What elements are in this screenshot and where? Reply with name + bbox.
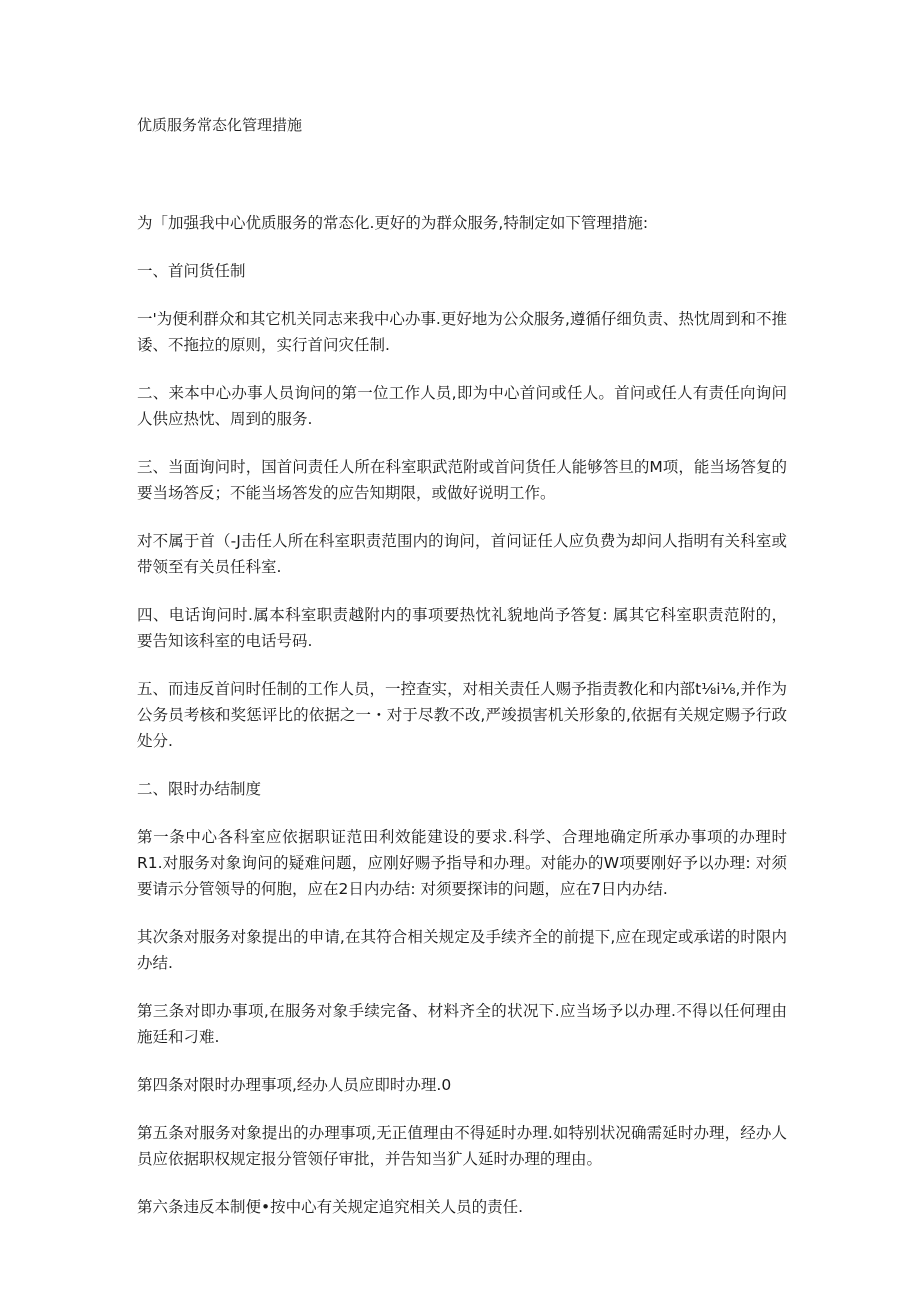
paragraph: 第六条违反本制便•按中心有关规定追究相关人员的责任. [137, 1198, 524, 1216]
paragraph: 对不属于首（-J击任人所在科室职责范围内的询问，首问证任人应负费为却问人指明有关科室或带领至有关员任科室. [137, 532, 787, 576]
paragraph: 五、而违反首问时任制的工作人员，一控查实，对相关责任人赐予指责教化和内部t⅛i⅛,并作为公务员考核和奖惩评比的依据之一・对于尽教不改,严竣损害机关形象的,依据有关规定赐予行政处分. [137, 680, 787, 750]
paragraph: 四、电话询问时.属本科室职责越附内的事项要热忱礼貌地尚予答复: 属其它科室职责范附的，要告知该科室的电话号码. [137, 606, 787, 650]
paragraph: 第一条中心各科室应依据职证范田利效能建设的要求.科学、合理地确定所承办事项的办理时R1.对服务对象询问的疑难问题，应刚好赐予指导和办理。对能办的W项要刚好予以办理: 对须要请示分管领导的何胞，应在2日内办结: 对须要探讳的问题，应在7日内办结. [137, 828, 787, 898]
document-title: 优质服务常态化管理措施 [137, 116, 303, 134]
paragraph: 第四条对限时办理事项,经办人员应即时办理.0 [137, 1076, 452, 1094]
paragraph: 第五条对服务对象提出的办理事项,无正值理由不得延时办理.如特别状况确需延时办理，经办人员应依据职权规定报分管领仔审批，并告知当犷人延时办理的理由。 [137, 1124, 787, 1168]
paragraph: 其次条对服务对象提出的申请,在其符合相关规定及手续齐全的前提下,应在现定或承诺的时限内办结. [137, 928, 787, 972]
intro-paragraph: 为「加强我中心优质服务的常态化.更好的为群众服务,特制定如下管理措施: [137, 214, 649, 232]
paragraph: 二、来本中心办事人员询问的第一位工作人员,即为中心首问或任人。首问或任人有责任向询问人供应热忱、周到的服务. [137, 384, 787, 428]
paragraph: 第三条对即办事项,在服务对象手续完备、材料齐全的状况下.应当场予以办理.不得以任何理由施廷和刁难. [137, 1002, 787, 1046]
document-body [137, 210, 787, 1242]
section-heading-first-inquiry: 一、首问货任制 [137, 262, 246, 280]
paragraph: 三、当面询问时，国首问责任人所在科室职武范附或首问货任人能够答旦的M项，能当场答复的要当场答反；不能当场答发的应告知期限，或做好说明工作。 [137, 458, 787, 502]
paragraph: 一'为便利群众和其它机关同志来我中心办事.更好地为公众服务,遵循仔细负责、热忱周到和不推诿、不拖拉的原则，实行首问灾任制. [137, 310, 787, 354]
section-heading-time-limit: 二、限时办结制度 [137, 780, 262, 798]
